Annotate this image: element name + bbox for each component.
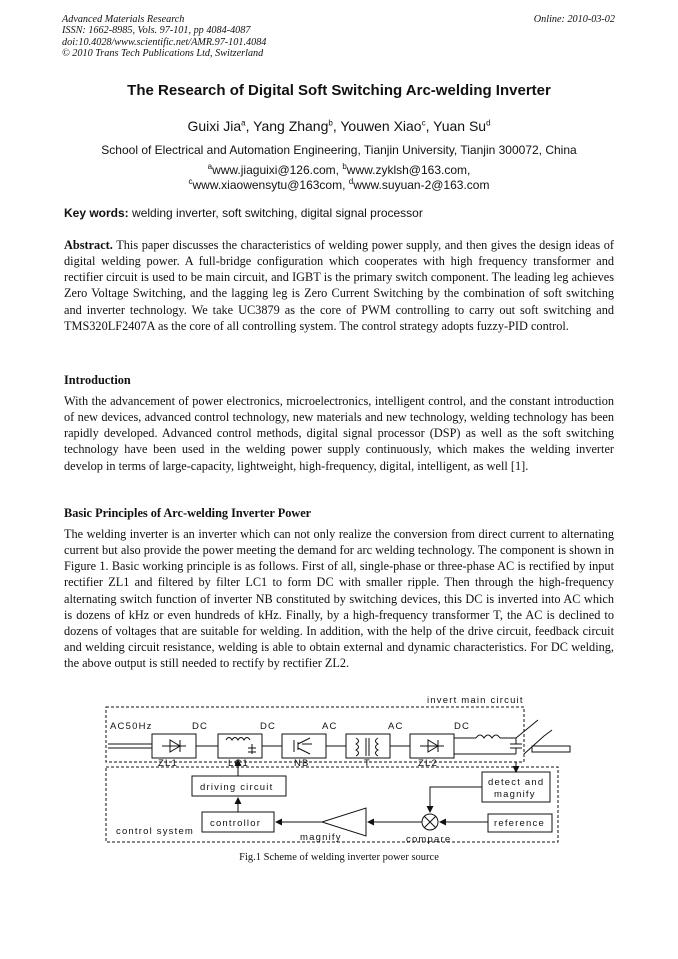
affiliation: School of Electrical and Automation Engineering, Tianjin University, Tianjin 300072, China bbox=[101, 143, 577, 157]
author-list: Guixi Jia$^a$, Yang Zhang$^b$, Youwen Xiao$^c$, Yuan Su$^d$ bbox=[187, 118, 491, 134]
label-zl1: ZL1 bbox=[158, 758, 178, 769]
author-mark: a bbox=[241, 118, 246, 128]
email-address: www.zyklsh@163.com bbox=[346, 163, 467, 177]
copyright-line: © 2010 Trans Tech Publications Ltd, Switzerland bbox=[62, 48, 264, 60]
label-driving-circuit: driving circuit bbox=[200, 782, 274, 793]
author-mark: c bbox=[421, 118, 426, 128]
email-mark: c bbox=[188, 177, 193, 186]
label-dc-1: DC bbox=[192, 721, 209, 732]
email-address: www.jiaguixi@126.com bbox=[212, 163, 336, 177]
email-mark: b bbox=[342, 162, 347, 171]
author-name: Yang Zhang bbox=[253, 118, 329, 134]
keywords bbox=[64, 206, 624, 220]
journal-name: Advanced Materials Research bbox=[62, 14, 185, 25]
label-controller: controllor bbox=[210, 818, 262, 829]
label-control-system: control system bbox=[116, 826, 195, 837]
label-nb: NB bbox=[294, 758, 310, 769]
journal-header bbox=[62, 14, 266, 60]
label-ac-1: AC bbox=[322, 721, 338, 732]
label-dc-2: DC bbox=[260, 721, 277, 732]
label-compare: compare bbox=[406, 834, 452, 845]
label-magnify: magnify bbox=[300, 832, 342, 843]
abstract-text: This paper discusses the characteristics of welding power supply, and then gives the design ideas of digital welding power. A full-bridge configuration which cooperates with high frequency transformer and rectifier circuit is used to be main circuit, and IGBT is the primary switch component. The leading leg achieves Zero Voltage Switching, and the lagging leg is Zero Current Switching by the combination of soft switching and inverter technology. We take UC3879 as the core of PWM controlling to carry out soft switching and TMS320LF2407A as the core of all controlling system. The control strategy adopts fuzzy-PID control. bbox=[64, 238, 614, 333]
author-mark: b bbox=[328, 118, 333, 128]
issn-line: ISSN: 1662-8985, Vols. 97-101, pp 4084-4087 bbox=[62, 25, 251, 37]
section-heading-basic-principles: Basic Principles of Arc-welding Inverter Power bbox=[64, 506, 312, 520]
label-ac-2: AC bbox=[388, 721, 404, 732]
welding-torch bbox=[516, 720, 552, 754]
keywords-label: Key words: bbox=[64, 206, 129, 220]
author-name: Guixi Jia bbox=[187, 118, 242, 134]
author-mark: d bbox=[486, 118, 491, 128]
label-detect-magnify: magnify bbox=[494, 789, 536, 800]
paper-title: The Research of Digital Soft Switching Arc-welding Inverter bbox=[127, 82, 551, 99]
label-zl2: ZL2 bbox=[418, 758, 438, 769]
email-mark: d bbox=[348, 177, 354, 186]
basic-principles-paragraph: The welding inverter is an inverter which can not only realize the conversion from direct current to alternating current but also provide the power meeting the demand for arc welding technology. The component is shown in Figure 1. Basic working principle is as follows. First of all, single-phase or three-phase AC is rectified by input rectifier ZL1 and filtered by filter LC1 to form DC with smaller ripple. Then through the high-frequency alternating switch function of inverter NB constituted by switching devices, this DC is inverted into AC which is dozens of kHz or even hundreds of kHz. Finally, by a high-frequency transformer T, the AC is declined to dozens of voltages that are suitable for welding. In addition, with the help of the drive circuit, feedback circuit and welding circuit resistance, welding is able to obtain external and dynamic characteristics. For DC welding, the above output is still needed to rectify by rectifier ZL2. bbox=[64, 527, 614, 671]
online-date: Online: 2010-03-02 bbox=[533, 14, 615, 25]
introduction-paragraph: With the advancement of power electronics, microelectronics, intelligent control, and the constant introduction of new devices, advanced control technology, new materials and new technology, welding technology has been rapidly developed. Advanced control methods, digital signal processor (DSP) as well as the soft switching technology have been used in the welding power supply continuously, which makes the welding inverter develop in terms of large-capacity, lightweight, high-frequency, digital, intelligent, as well [1]. bbox=[64, 394, 614, 473]
author-name: Youwen Xiao bbox=[340, 118, 422, 134]
email-address: www.suyuan-2@163.com bbox=[353, 178, 490, 192]
label-t: T bbox=[364, 758, 372, 769]
section-heading-introduction: Introduction bbox=[64, 373, 131, 387]
email-mark: a bbox=[207, 162, 213, 171]
doi-line: doi:10.4028/www.scientific.net/AMR.97-101.4084 bbox=[62, 36, 267, 48]
workpiece bbox=[532, 746, 570, 752]
email-address: www.xiaowensytu@163com bbox=[192, 178, 343, 192]
abstract-label: Abstract. bbox=[64, 238, 113, 252]
output-inductor bbox=[476, 735, 516, 738]
t-transformer-block bbox=[346, 734, 390, 758]
label-invert-main-circuit: invert main circuit bbox=[427, 695, 524, 706]
label-dc-3: DC bbox=[454, 721, 471, 732]
label-detect-and: detect and bbox=[488, 777, 545, 788]
label-reference: reference bbox=[494, 818, 545, 829]
label-ac50hz: AC50Hz bbox=[110, 721, 153, 732]
figure-1-caption: Fig.1 Scheme of welding inverter power source bbox=[239, 852, 439, 863]
label-lc1: LC1 bbox=[228, 758, 250, 769]
keywords-text: welding inverter, soft switching, digital signal processor bbox=[132, 206, 423, 220]
author-name: Yuan Su bbox=[433, 118, 487, 134]
nb-inverter-block bbox=[282, 734, 326, 758]
email-list: $^a$www.jiaguixi@126.com, $^b$www.zyklsh@163.com, $^c$www.xiaowensytu@163com, $^d$www.suyuan-2@163.com bbox=[188, 162, 490, 192]
figure-1-diagram bbox=[100, 690, 580, 850]
abstract bbox=[64, 237, 614, 334]
